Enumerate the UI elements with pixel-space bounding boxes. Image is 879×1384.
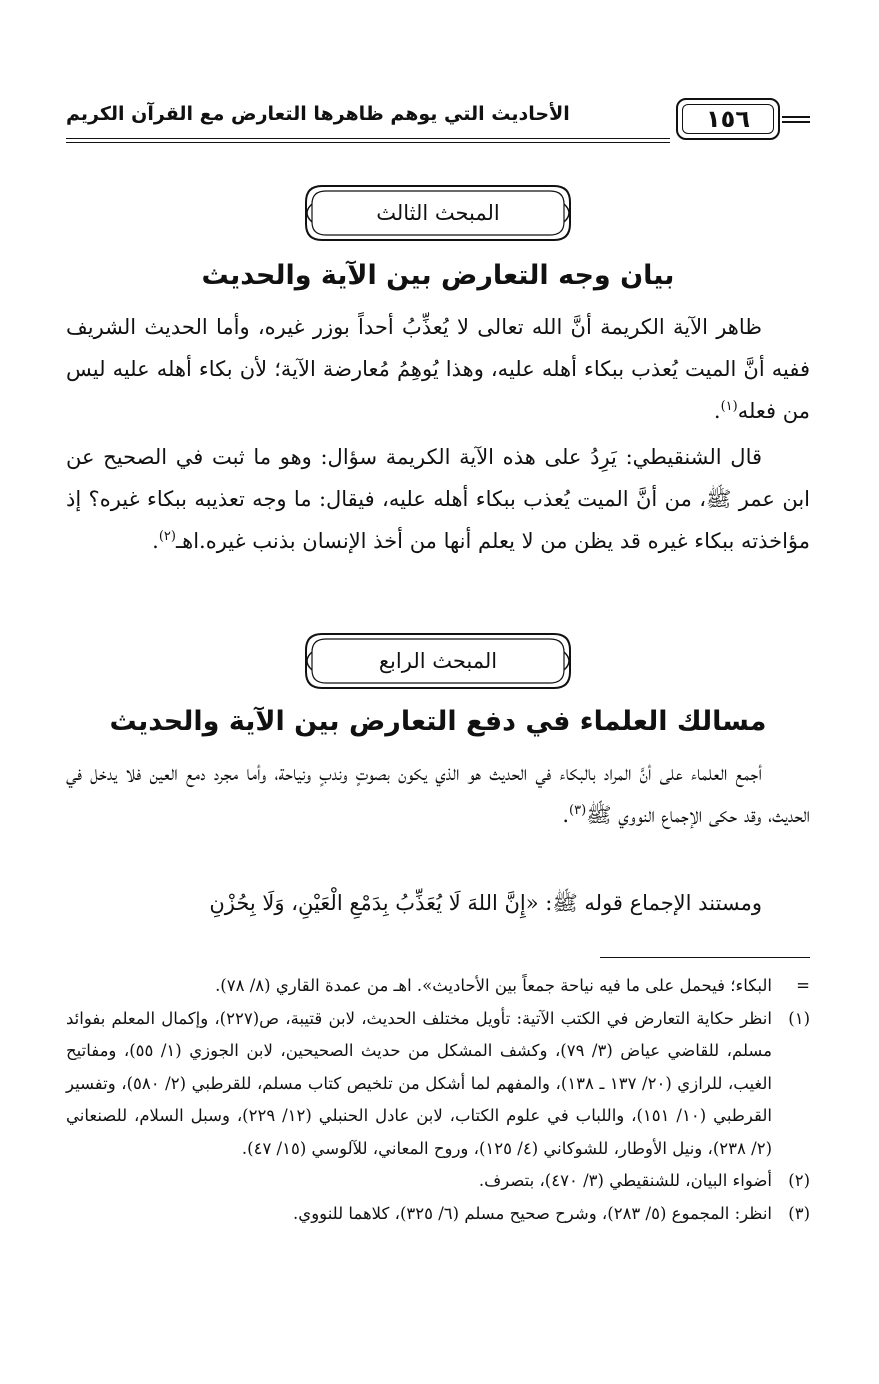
paragraph: أجمع العلماء على أنَّ المراد بالبكاء في الحديث هو الذي يكون بصوتٍ وندبٍ ونياحة، وأما مجرد دمع العين فلا يدخل في الحديث، وقد حكى الإجماع النووي ﷺ$^{(٣)}$. bbox=[66, 761, 810, 827]
footnote-text: انظر حكاية التعارض في الكتب الآتية: تأويل مختلف الحديث، لابن قتيبة، ص(٢٢٧)، وإكمال المعلم بفوائد مسلم، للقاضي عياض (٣/ ٧٩)، وكشف المشكل من حديث الصحيحين، لابن الجوزي (١/ ٥٥)، ومفاتيح الغيب، للرازي (٢٠/ ١٣٧ ـ ١٣٨)، والمفهم لما أشكل من تلخيص كتاب مسلم، للقرطبي (٢/ ٥٨٠)، وتفسير القرطبي (١٠/ ١٥١)، واللباب في علوم الكتاب، لابن عادل الحنبلي (١٢/ ٢٢٩)، وسبل السلام، للصنعاني (٢/ ٢٣٨)، ونيل الأوطار، للشوكاني (٤/ ١٢٥)، وروح المعاني، للآلوسي (١٥/ ٤٧). bbox=[66, 1008, 772, 1158]
footnotes bbox=[66, 970, 810, 1230]
footnote-ref: (٣) bbox=[569, 803, 587, 818]
page-number-frame bbox=[676, 98, 780, 140]
section-cartouche bbox=[300, 182, 576, 244]
header-rule bbox=[782, 121, 810, 123]
running-header bbox=[66, 92, 810, 144]
footnote-text: البكاء؛ فيحمل على ما فيه نياحة جمعاً بين الأحاديث». اهـ من عمدة القاري (٨/ ٧٨). bbox=[215, 976, 772, 995]
section-heading: بيان وجه التعارض بين الآية والحديث bbox=[201, 260, 675, 291]
paragraph-text: ظاهر الآية الكريمة أنَّ الله تعالى لا يُعذِّبُ أحداً بوزر غيره، وأما الحديث الشريف ففيه أنَّ الميت يُعذب ببكاء أهله عليه، وهذا يُوهِمُ مُعارضة الآية؛ لأن بكاء أهله عليه ليس من فعله bbox=[66, 315, 810, 423]
footnote bbox=[66, 970, 810, 1003]
footnote-mark: = bbox=[796, 976, 810, 995]
section-cartouche bbox=[300, 630, 576, 692]
footnote-ref: (٢) bbox=[158, 529, 176, 544]
paragraph-text: قال الشنقيطي: يَرِدُ على هذه الآية الكريمة سؤال: وهو ما ثبت في الصحيح عن ابن عمر ﷺ، من أنَّ الميت يُعذب ببكاء أهله عليه، فيقال: ما وجه تعذيبه ببكاء غيره؟ إذ مؤاخذته ببكاء غيره قد يظن من لا يعلم أنها من أخذ الإنسان بذنب غيره.اهـ bbox=[66, 445, 810, 553]
page-number: ١٥٦ bbox=[706, 105, 750, 133]
cartouche-label: المبحث الرابع bbox=[378, 649, 498, 673]
footnote-text: أضواء البيان، للشنقيطي (٣/ ٤٧٠)، بتصرف. bbox=[478, 1171, 772, 1190]
header-rule bbox=[66, 142, 670, 143]
footnote-ref: (١) bbox=[720, 399, 738, 414]
footnote-mark: (٣) bbox=[788, 1203, 810, 1223]
paragraph-text: ومستند الإجماع قوله ﷺ: «إِنَّ اللهَ لَا يُعَذِّبُ بِدَمْعِ الْعَيْنِ، وَلَا بِحُزْنِ bbox=[209, 891, 762, 915]
footnote bbox=[66, 1198, 810, 1231]
paragraph bbox=[66, 882, 810, 924]
paragraph-text: أجمع العلماء على أنَّ المراد بالبكاء في الحديث هو الذي يكون بصوتٍ وندبٍ ونياحة، وأما مجرد دمع العين فلا يدخل في الحديث، وقد حكى الإجماع النووي ﷺ bbox=[66, 761, 810, 827]
paragraph: قال الشنقيطي: يَرِدُ على هذه الآية الكريمة سؤال: وهو ما ثبت في الصحيح عن ابن عمر ﷺ، من أنَّ الميت يُعذب ببكاء أهله عليه، فيقال: ما وجه تعذيبه ببكاء غيره؟ إذ مؤاخذته ببكاء غيره قد يظن من لا يعلم أنها من أخذ الإنسان بذنب غيره.اهـ$^{(٢)}$. bbox=[66, 445, 810, 553]
footnote-mark: (١) bbox=[788, 1008, 810, 1028]
footnote bbox=[66, 1003, 810, 1166]
header-rule bbox=[782, 116, 810, 118]
footnote bbox=[66, 1165, 810, 1198]
footnote-text: انظر: المجموع (٥/ ٢٨٣)، وشرح صحيح مسلم (٦/ ٣٢٥)، كلاهما للنووي. bbox=[293, 1203, 772, 1223]
header-rule bbox=[66, 138, 670, 139]
running-title: الأحاديث التي يوهم ظاهرها التعارض مع القرآن الكريم bbox=[66, 103, 570, 125]
footnote-mark: (٢) bbox=[788, 1171, 810, 1190]
footnote-separator bbox=[600, 957, 810, 958]
section-heading: مسالك العلماء في دفع التعارض بين الآية والحديث bbox=[109, 706, 767, 737]
cartouche-label: المبحث الثالث bbox=[376, 201, 500, 225]
paragraph: ظاهر الآية الكريمة أنَّ الله تعالى لا يُعذِّبُ أحداً بوزر غيره، وأما الحديث الشريف ففيه أنَّ الميت يُعذب ببكاء أهله عليه، وهذا يُوهِمُ مُعارضة الآية؛ لأن بكاء أهله عليه ليس من فعله$^{(١)}$. bbox=[66, 315, 810, 423]
